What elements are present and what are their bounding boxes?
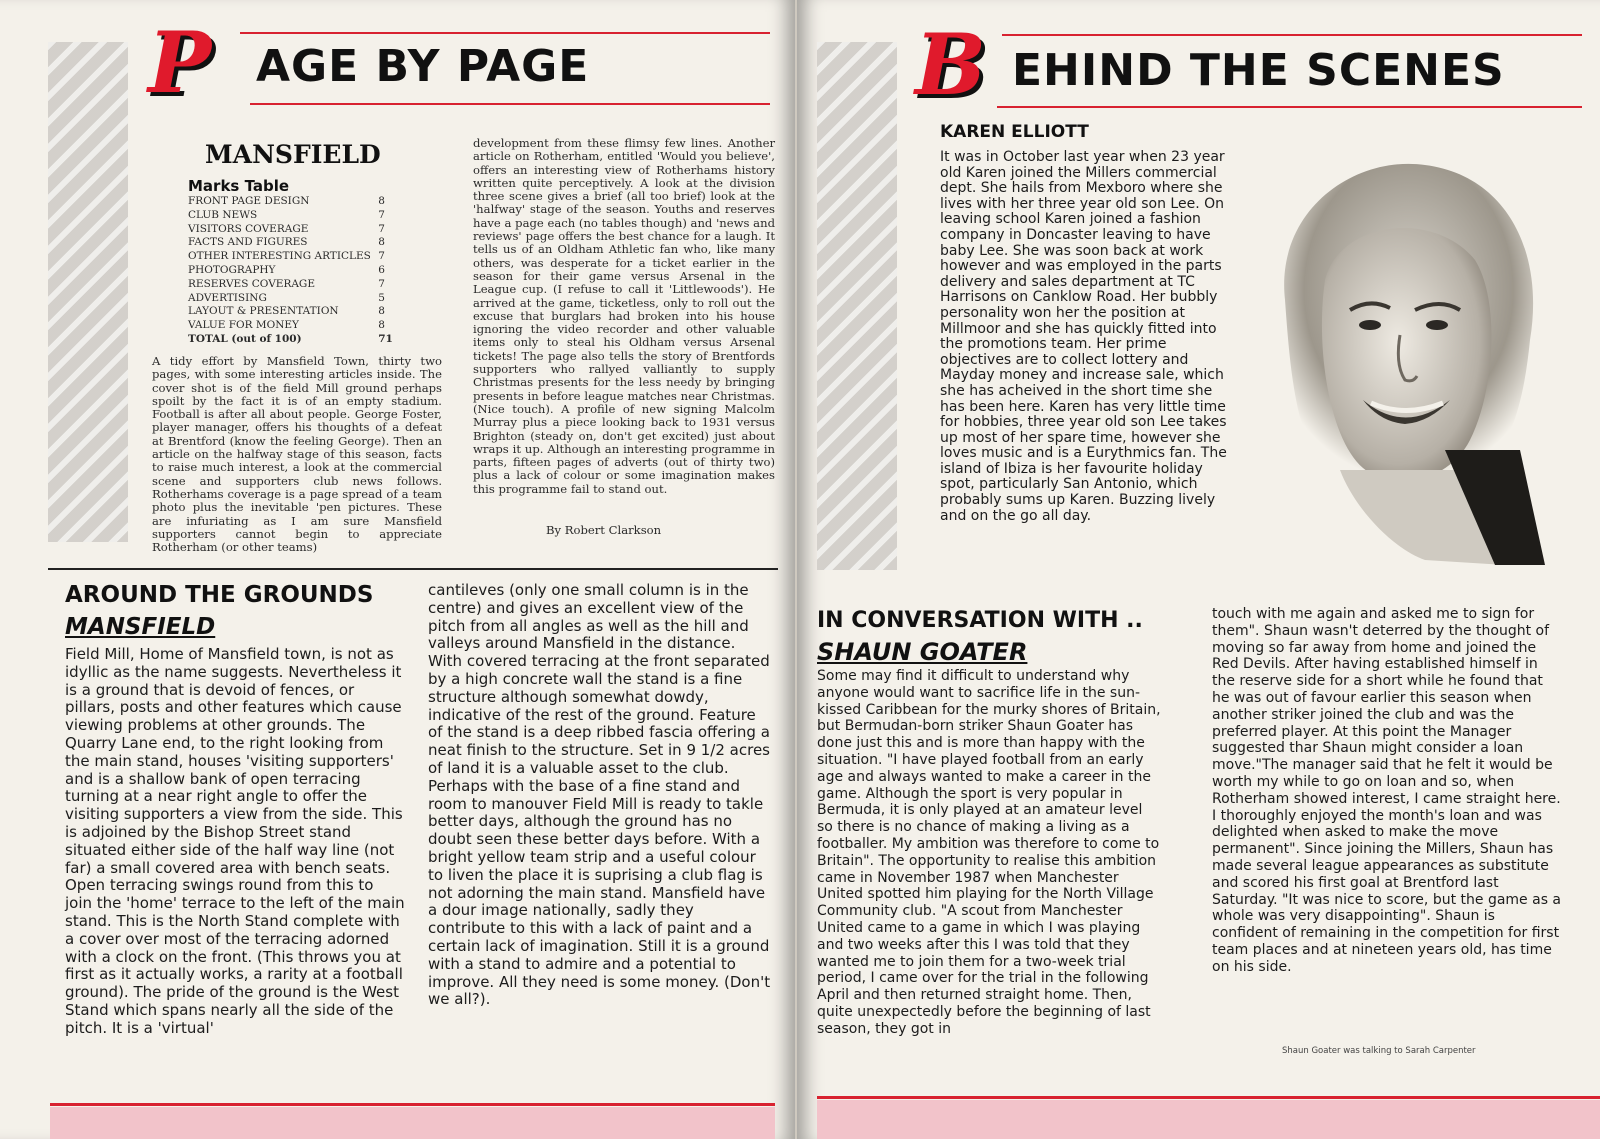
marks-total-value: 71: [378, 332, 393, 345]
marks-table-title: Marks Table: [188, 177, 290, 195]
marks-row-label: ADVERTISING: [188, 291, 267, 304]
review-byline: By Robert Clarkson: [546, 523, 662, 537]
marks-row-value: 7: [378, 277, 385, 290]
karen-elliott-photo: [1245, 150, 1555, 565]
marks-row-value: 8: [378, 195, 385, 207]
review-text-col1: A tidy effort by Mansfield Town, thirty two pages, with some interesting articles inside. The cover shot is of the field Mill ground perhaps spoilt by the fact it is of an empty stadium. Football is after all about people. George Foster, player manager, offers his thoughts of a defeat at Brentford (know the feeling George). Then an article on the halfway stage of this season, facts to raise much interest, a look at the commercial scene and supporters club news follows. Rotherhams coverage is a page spread of a team photo plus the inevitable 'pen pictures. These are infuriating as I am sure Mansfield supporters cannot begin to appreciate Rotherham (or other teams): [152, 354, 442, 555]
marks-row-value: 8: [378, 319, 385, 332]
footer-rule: [817, 1096, 1600, 1099]
marks-row-label: CLUB NEWS: [188, 208, 258, 221]
conversation-text-col1: Some may find it difficult to understand why anyone would want to sacrifice life in the sun-kissed Caribbean for the murky shores of Britain, but Bermudan-born striker Shaun Goater has done just this and is more than happy with the situation. "I have played football from an early age and always wanted to make a career in the game. Although the sport is very popular in Bermuda, it is only played at an amateur level so there is no chance of making a living as a footballer. My ambition was therefore to come to Britain". The opportunity to realise this ambition came in November 1987 when Manchester United spotted him playing for the North Village Community club. "A scout from Manchester United came to a game in which I was playing and two weeks after this I was told that they wanted me to join them for a two-week trial period, I came over for the trial in the following April and then returned straight home. Then, quite unexpectedly before the beginning of last season, they got in: [817, 668, 1161, 1037]
right-page: [797, 0, 1600, 1139]
marks-row: [188, 319, 393, 333]
header-rule-bottom: [250, 103, 770, 105]
marks-row-value: 7: [378, 222, 385, 235]
marks-row-label: VALUE FOR MONEY: [188, 319, 299, 332]
marks-row: [188, 292, 393, 306]
portrait-drawing: [1245, 150, 1555, 565]
grounds-title: AROUND THE GROUNDS: [65, 582, 374, 608]
marks-row-label: FACTS AND FIGURES: [188, 236, 308, 249]
marks-row-value: 7: [378, 250, 385, 263]
marks-row-value: 5: [378, 291, 385, 304]
marks-total-row: [188, 333, 393, 347]
marks-row: [188, 195, 393, 209]
section-divider: [48, 568, 778, 570]
review-text-col2: development from these flimsy few lines. Another article on Rotherham, entitled 'Would you believe', offers an interesting view of Rotherhams history written quite perceptively. A look at the division three scene gives a brief (all too brief) look at the 'halfway' stage of the season. Youths and reserves have a page each (no tables though) and 'news and reviews' page offers the best chance for a laugh. It tells us of an Oldham Athletic fan who, like many others, was desperate for a ticket earlier in the season for their game versus Arsenal in the League cup. (I refuse to call it 'Littlewoods'). He arrived at the game, ticketless, only to roll out the excuse that burglars had broken into his house ignoring the video recorder and other valuable items only to steal his Oldham versus Arsenal tickets! The page also tells the story of Brentfords supporters who rallyed valliantly to supply Christmas presents for the less needy by bringing presents in before league matches near Christmas. (Nice touch). A profile of new signing Malcolm Murray plus a piece looking back to 1931 versus Brighton (steady on, don't get excited) just about wraps it up. Although an interesting programme in parts, fifteen pages of adverts (out of thirty two) plus a lack of colour or some imagination makes this programme fail to stand out.: [473, 136, 775, 496]
marks-row-value: 6: [378, 263, 385, 276]
grounds-text-col2: cantileves (only one small column is in the centre) and gives an excellent view of the pitch from all angles as well as the hill and valleys around Mansfield in the distance. With covered terracing at the front separated by a high concrete wall the stand is a fine structure although somewhat dowdy, indicative of the rest of the ground. Feature of the stand is a deep ribbed fascia offering a neat finish to the structure. Set in 9 1/2 acres of land it is a valuable asset to the club. Perhaps with the base of a fine stand and room to manouver Field Mill is ready to takle better days, although the ground has no doubt seen these better days before. With a bright yellow team strip and a useful colour to liven the place it is suprising a club flag is not adorning the main stand. Mansfield have a dour image nationally, sadly they contribute to this with a lack of paint and a certain lack of imagination. Still it is a ground with a stand to admire and a potential to improve. All they need is some money. (Don't we all?).: [428, 581, 771, 1009]
grounds-subtitle: MANSFIELD: [65, 614, 216, 640]
header-initial: B: [915, 15, 986, 114]
header-initial: P: [148, 13, 212, 112]
marks-row-label: PHOTOGRAPHY: [188, 263, 276, 276]
review-club-title: MANSFIELD: [205, 140, 381, 169]
marks-row: [188, 305, 393, 319]
conversation-text-col2: touch with me again and asked me to sign for them". Shaun wasn't deterred by the thought of moving so far away from home and joined the Red Devils. After having established himself in the reserve side for a short while he found that he was out of favour earlier this season when another striker joined the club and was the preferred player. At this point the Manager suggested thar Shaun might consider a loan move."The manager said that he felt it would be worth my while to go on loan and so, when Rotherham showed interest, I came straight here. I thoroughly enjoyed the month's loan and was delighted when asked to make the move permanent". Since joining the Millers, Shaun has made several league appearances as substitute and scored his first goal at Brentford last Saturday. "It was nice to score, but the game as a whole was very disappointing". Shaun is confident of remaining in the competition for first team places and at nineteen years old, has time on his side.: [1212, 606, 1562, 975]
marks-row-label: LAYOUT & PRESENTATION: [188, 305, 339, 318]
footer-band: [50, 1107, 775, 1139]
left-page: [0, 0, 795, 1139]
header-rule-bottom: [997, 106, 1582, 108]
decorative-strip: [48, 42, 128, 542]
marks-row: [188, 250, 393, 264]
marks-row-value: 7: [378, 208, 385, 221]
marks-row-label: VISITORS COVERAGE: [188, 222, 309, 235]
footer-band: [817, 1100, 1600, 1139]
page-title: AGE BY PAGE: [256, 41, 590, 92]
marks-row-label: FRONT PAGE DESIGN: [188, 195, 310, 207]
header-rule-top: [1002, 34, 1582, 36]
footer-rule: [50, 1103, 775, 1106]
marks-row-label: OTHER INTERESTING ARTICLES: [188, 250, 371, 263]
profile-name: KAREN ELLIOTT: [940, 122, 1089, 142]
marks-row: [188, 209, 393, 223]
conversation-credit: Shaun Goater was talking to Sarah Carpenter: [1282, 1046, 1476, 1056]
conversation-title: IN CONVERSATION WITH ..: [817, 608, 1143, 633]
marks-total-label: TOTAL (out of 100): [188, 332, 302, 345]
marks-row: [188, 278, 393, 292]
profile-text: It was in October last year when 23 year old Karen joined the Millers commercial dept. She hails from Mexboro where she lives with her three year old son Lee. On leaving school Karen joined a fashion company in Doncaster leaving to have baby Lee. She was soon back at work however and was employed in the parts delivery and sales department at TC Harrisons on Canklow Road. Her bubbly personality won her the position at Millmoor and she has quickly fitted into the promotions team. Her prime objectives are to collect lottery and Mayday money and increase sale, which she has acheived in the short time she has been here. Karen has very little time for hobbies, three year old son Lee takes up most of her spare time, however she loves music and is a Eurythmics fan. The island of Ibiza is her favourite holiday spot, particularly San Antonio, which probably sums up Karen. Buzzing lively and on the go all day.: [940, 149, 1227, 524]
marks-table: [188, 195, 393, 347]
header-rule-top: [240, 32, 770, 34]
marks-row: [188, 223, 393, 237]
decorative-strip: [817, 42, 897, 570]
marks-row-value: 8: [378, 236, 385, 249]
page-title: EHIND THE SCENES: [1012, 45, 1505, 96]
marks-row: [188, 264, 393, 278]
grounds-text-col1: Field Mill, Home of Mansfield town, is not as idyllic as the name suggests. Nevertheless it is a ground that is devoid of fences, or pillars, posts and other features which cause viewing problems at other grounds. The Quarry Lane end, to the right looking from the main stand, houses 'visiting supporters' and is a shallow bank of open terracing turning at a near right angle to offer the visiting supporters a view from the side. This is adjoined by the Bishop Street stand situated either side of the half way line (not far) a small covered area with bench seats. Open terracing swings round from this to join the 'home' terrace to the left of the main stand. This is the North Stand complete with a cover over most of the terracing adorned with a clock on the front. (This throws you at first as it actually works, a rarity at a football ground). The pride of the ground is the West Stand which spans nearly all the side of the pitch. It is a 'virtual': [65, 645, 405, 1037]
marks-row: [188, 236, 393, 250]
conversation-subtitle: SHAUN GOATER: [817, 638, 1028, 666]
marks-row-label: RESERVES COVERAGE: [188, 277, 315, 290]
marks-row-value: 8: [378, 305, 385, 318]
